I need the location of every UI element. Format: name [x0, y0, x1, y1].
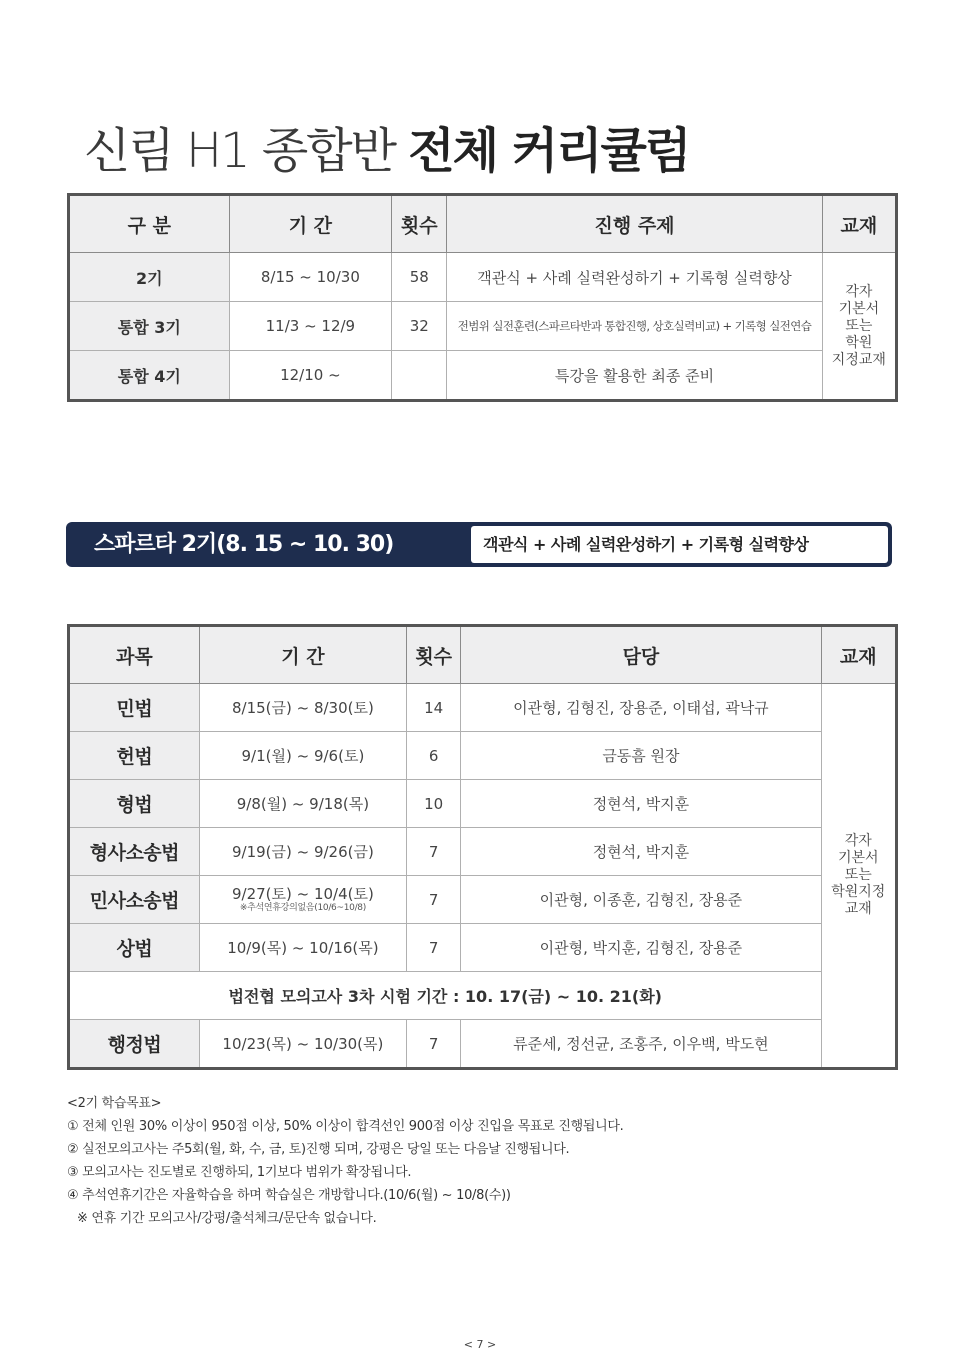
row-period: 11/3 ~ 12/9 [229, 302, 392, 351]
section-banner [66, 522, 892, 567]
table-row [69, 1020, 897, 1069]
row-teacher: 이관형, 김형진, 장용준, 이태섭, 곽낙규 [461, 684, 821, 732]
row-period: 9/1(월) ~ 9/6(토) [199, 732, 406, 780]
row-period: 8/15 ~ 10/30 [229, 253, 392, 302]
row-teacher: 정현석, 박지훈 [461, 828, 821, 876]
row-period [199, 876, 406, 924]
header-count: 횟수 [392, 195, 447, 253]
banner-subtitle-box [471, 526, 888, 563]
row-subject: 형법 [69, 780, 200, 828]
textbook-cell: 각자 기본서 또는 학원지정 교재 [821, 684, 896, 1069]
study-goals [67, 1092, 624, 1230]
table-row [69, 302, 897, 351]
row-period: 9/19(금) ~ 9/26(금) [199, 828, 406, 876]
row-subject: 형사소송법 [69, 828, 200, 876]
goal-item: ④ 추석연휴기간은 자율학습을 하며 학습실은 개방합니다.(10/6(월) ~ 10/8(수)) [67, 1188, 511, 1203]
exam-period: 법전협 모의고사 3차 시험 기간 : 10. 17(금) ~ 10. 21(화) [69, 972, 822, 1020]
textbook-cell: 각자 기본서 또는 학원 지정교재 [822, 253, 896, 401]
goal-item: ① 전체 인원 30% 이상이 950점 이상, 50% 이상이 합격선인 900점 이상 진입을 목표로 진행됩니다. [67, 1119, 624, 1134]
row-topic: 특강을 활용한 최종 준비 [447, 351, 822, 401]
header-category: 구 분 [69, 195, 230, 253]
row-label: 통합 3기 [69, 302, 230, 351]
curriculum-header-row [69, 195, 897, 253]
page-number: < 7 > [463, 1338, 497, 1351]
period-main: 9/27(토) ~ 10/4(토) [231, 885, 374, 903]
title-bold: 전체 커리큘럼 [408, 123, 690, 179]
table-row [69, 684, 897, 732]
page-title [84, 112, 689, 181]
row-subject: 헌법 [69, 732, 200, 780]
header-period: 기 간 [199, 626, 406, 684]
banner-title: 스파르타 2기(8. 15 ~ 10. 30) [94, 532, 394, 557]
table-row [69, 924, 897, 972]
row-count: 7 [407, 828, 461, 876]
row-period: 12/10 ~ [229, 351, 392, 401]
row-count: 32 [392, 302, 447, 351]
header-textbook: 교재 [821, 626, 896, 684]
row-count: 10 [407, 780, 461, 828]
header-subject: 과목 [69, 626, 200, 684]
header-period: 기 간 [229, 195, 392, 253]
row-subject: 민법 [69, 684, 200, 732]
row-label: 통합 4기 [69, 351, 230, 401]
row-count: 6 [407, 732, 461, 780]
row-teacher: 정현석, 박지훈 [461, 780, 821, 828]
table-row [69, 828, 897, 876]
table-row [69, 780, 897, 828]
schedule-table [67, 624, 898, 1070]
row-teacher: 류준세, 정선균, 조홍주, 이우백, 박도현 [461, 1020, 821, 1069]
row-topic: 객관식 + 사례 실력완성하기 + 기록형 실력향상 [447, 253, 822, 302]
row-period: 8/15(금) ~ 8/30(토) [199, 684, 406, 732]
table-row [69, 253, 897, 302]
table-row [69, 876, 897, 924]
exam-row [69, 972, 897, 1020]
row-teacher: 이관형, 박지훈, 김형진, 장용준 [461, 924, 821, 972]
row-period: 10/9(목) ~ 10/16(목) [199, 924, 406, 972]
goals-heading: <2기 학습목표> [67, 1096, 162, 1111]
table-row [69, 732, 897, 780]
row-period: 10/23(목) ~ 10/30(목) [199, 1020, 406, 1069]
row-period: 9/8(월) ~ 9/18(목) [199, 780, 406, 828]
goal-note: ※ 연휴 기간 모의고사/강평/출석체크/문단속 없습니다. [77, 1211, 377, 1226]
row-count: 7 [407, 876, 461, 924]
period-note: ※추석연휴강의없음(10/6~10/8) [239, 903, 366, 913]
curriculum-table [67, 193, 898, 402]
goal-item: ③ 모의고사는 진도별로 진행하되, 1기보다 범위가 확장됩니다. [67, 1165, 412, 1180]
row-count: 7 [407, 924, 461, 972]
header-topic: 진행 주제 [447, 195, 822, 253]
row-count: 58 [392, 253, 447, 302]
header-teacher: 담당 [461, 626, 821, 684]
schedule-header-row [69, 626, 897, 684]
goal-item: ② 실전모의고사는 주5회(월, 화, 수, 금, 토)진행 되며, 강평은 당일 또는 다음날 진행됩니다. [67, 1142, 570, 1157]
row-count: 14 [407, 684, 461, 732]
row-count [392, 351, 447, 401]
row-count: 7 [407, 1020, 461, 1069]
row-teacher: 금동흠 원장 [461, 732, 821, 780]
header-textbook: 교재 [822, 195, 896, 253]
row-subject: 상법 [69, 924, 200, 972]
row-topic: 전범위 실전훈련(스파르타반과 통합진행, 상호실력비교) + 기록형 실전연습 [447, 302, 822, 351]
row-subject: 행정법 [69, 1020, 200, 1069]
title-light: 신림 H1 종합반 [84, 123, 395, 179]
row-label: 2기 [69, 253, 230, 302]
row-teacher: 이관형, 이종훈, 김형진, 장용준 [461, 876, 821, 924]
table-row [69, 351, 897, 401]
row-subject: 민사소송법 [69, 876, 200, 924]
banner-subtitle: 객관식 + 사례 실력완성하기 + 기록형 실력향상 [483, 535, 809, 554]
header-count: 횟수 [407, 626, 461, 684]
